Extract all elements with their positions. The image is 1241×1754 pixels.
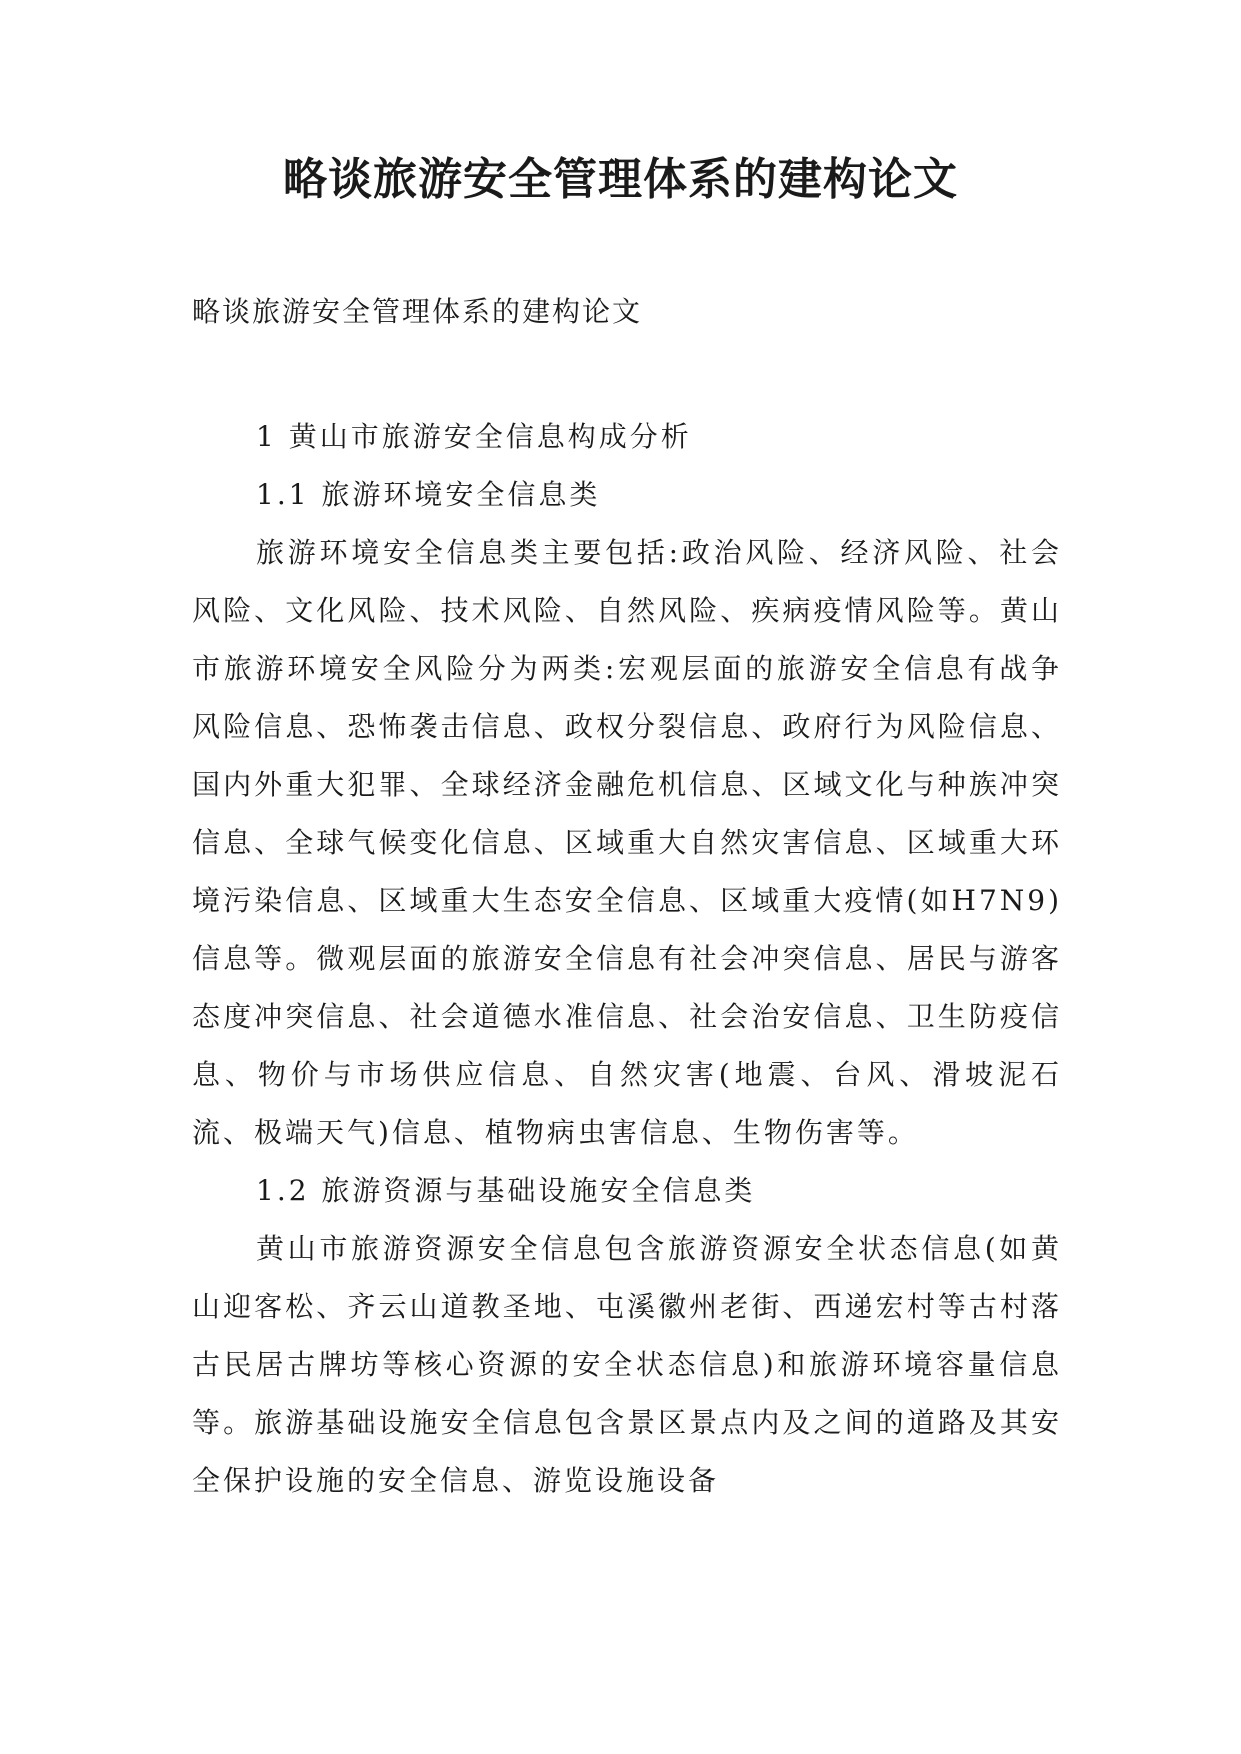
document-subtitle: 略谈旅游安全管理体系的建构论文: [192, 295, 643, 328]
paragraph-environment-safety: 旅游环境安全信息类主要包括:政治风险、经济风险、社会风险、文化风险、技术风险、自然风险、疾病疫情风险等。黄山市旅游环境安全风险分为两类:宏观层面的旅游安全信息有战争风险信息、恐怖袭击信息、政权分裂信息、政府行为风险信息、国内外重大犯罪、全球经济金融危机信息、区域文化与种族冲突信息、全球气候变化信息、区域重大自然灾害信息、区域重大环境污染信息、区域重大生态安全信息、区域重大疫情(如H7N9)信息等。微观层面的旅游安全信息有社会冲突信息、居民与游客态度冲突信息、社会道德水准信息、社会治安信息、卫生防疫信息、物价与市场供应信息、自然灾害(地震、台风、滑坡泥石流、极端天气)信息、植物病虫害信息、生物伤害等。: [192, 536, 1062, 1149]
section-heading-1-2: 1.2 旅游资源与基础设施安全信息类: [256, 1174, 756, 1207]
section-heading-1: 1 黄山市旅游安全信息构成分析: [256, 420, 692, 453]
document-body: [192, 408, 1062, 1510]
section-heading-1-1: 1.1 旅游环境安全信息类: [256, 478, 601, 511]
paragraph-resources-infrastructure: 黄山市旅游资源安全信息包含旅游资源安全状态信息(如黄山迎客松、齐云山道教圣地、屯溪徽州老街、西递宏村等古村落古民居古牌坊等核心资源的安全状态信息)和旅游环境容量信息等。旅游基础设施安全信息包含景区景点内及之间的道路及其安全保护设施的安全信息、游览设施设备: [192, 1232, 1062, 1497]
page-title: 略谈旅游安全管理体系的建构论文: [283, 154, 958, 205]
